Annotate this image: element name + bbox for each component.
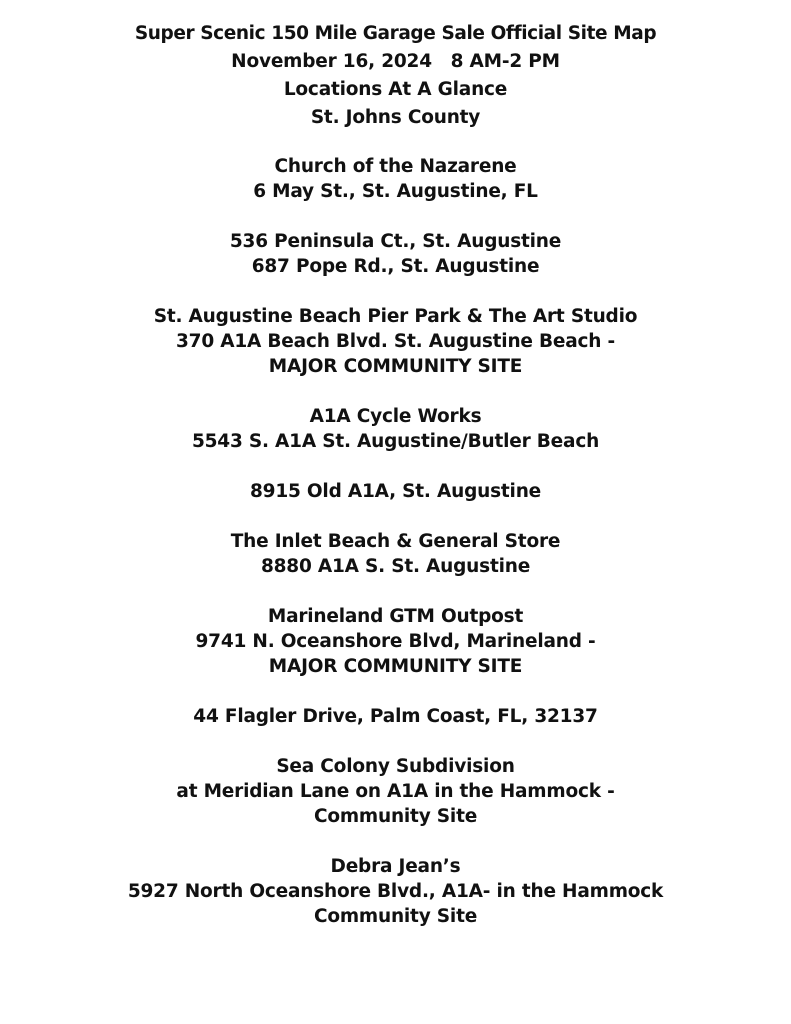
location-address: 44 Flagler Drive, Palm Coast, FL, 32137: [193, 706, 598, 727]
location-entry: [0, 529, 791, 579]
document-title: Super Scenic 150 Mile Garage Sale Official Site Map: [134, 23, 657, 44]
location-address: 5927 North Oceanshore Blvd., A1A- in the Hammock: [127, 881, 664, 902]
location-entry: [0, 479, 791, 504]
location-address: 8880 A1A S. St. Augustine: [260, 556, 531, 577]
county-heading: St. Johns County: [310, 107, 481, 128]
location-name: Church of the Nazarene: [274, 156, 517, 177]
location-entry: [0, 229, 791, 279]
location-entry: [0, 404, 791, 454]
location-name: The Inlet Beach & General Store: [230, 531, 561, 552]
location-name: Sea Colony Subdivision: [276, 756, 515, 777]
location-address: 370 A1A Beach Blvd. St. Augustine Beach -: [175, 331, 615, 352]
location-name: Debra Jean’s: [330, 856, 461, 877]
location-address: 9741 N. Oceanshore Blvd, Marineland -: [195, 631, 596, 652]
locations-list: [0, 154, 791, 929]
location-name: Marineland GTM Outpost: [267, 606, 524, 627]
location-site-type: Community Site: [313, 906, 478, 927]
location-address: 687 Pope Rd., St. Augustine: [251, 256, 540, 277]
location-address: 6 May St., St. Augustine, FL: [253, 181, 538, 202]
location-entry: [0, 704, 791, 729]
location-entry: [0, 854, 791, 929]
location-site-type: Community Site: [313, 806, 478, 827]
location-address: 8915 Old A1A, St. Augustine: [249, 481, 542, 502]
document-subtitle: Locations At A Glance: [283, 79, 508, 100]
location-name: St. Augustine Beach Pier Park & The Art Studio: [153, 306, 638, 327]
location-address: 536 Peninsula Ct., St. Augustine: [229, 231, 562, 252]
event-date-time: November 16, 2024 8 AM-2 PM: [231, 51, 560, 72]
location-name: A1A Cycle Works: [309, 406, 482, 427]
location-entry: [0, 754, 791, 829]
location-site-type: MAJOR COMMUNITY SITE: [268, 656, 523, 677]
location-address: at Meridian Lane on A1A in the Hammock -: [176, 781, 615, 802]
location-address: 5543 S. A1A St. Augustine/Butler Beach: [191, 431, 600, 452]
location-entry: [0, 304, 791, 379]
document-header: [0, 0, 791, 132]
location-entry: [0, 604, 791, 679]
location-site-type: MAJOR COMMUNITY SITE: [268, 356, 523, 377]
location-entry: [0, 154, 791, 204]
